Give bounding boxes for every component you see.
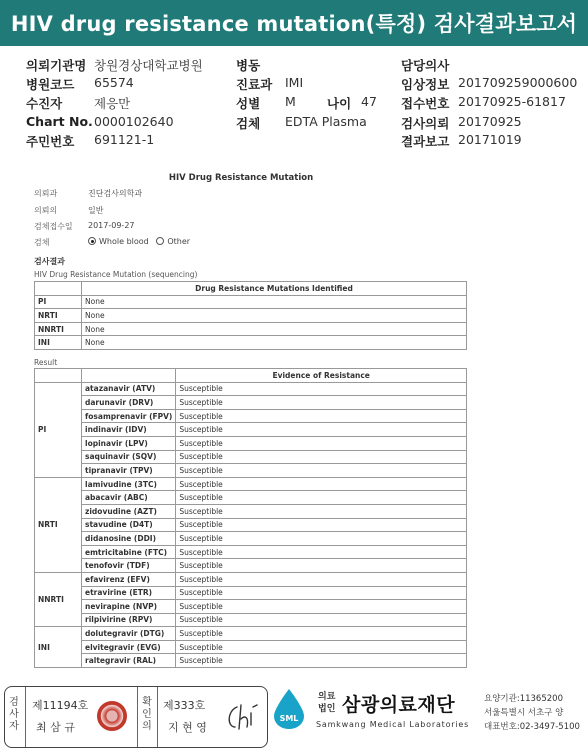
drug-name-cell: tipranavir (TPV) bbox=[82, 464, 176, 478]
divider bbox=[137, 687, 138, 747]
resistance-result-cell: Susceptible bbox=[176, 436, 467, 450]
value-chart-no: 0000102640 bbox=[94, 114, 174, 129]
drug-name-cell: emtricitabine (FTC) bbox=[82, 545, 176, 559]
result-caption: Result bbox=[34, 358, 58, 367]
label-test-request-date: 검사의뢰 bbox=[401, 116, 450, 131]
evidence-header: Evidence of Resistance bbox=[176, 369, 467, 383]
radio-other[interactable] bbox=[156, 237, 164, 245]
divider bbox=[25, 687, 26, 747]
resistance-result-cell: Susceptible bbox=[176, 464, 467, 478]
table-row bbox=[35, 282, 467, 296]
label-specimen: 검체 bbox=[236, 116, 261, 131]
mutation-value: None bbox=[82, 322, 467, 336]
drug-name-cell: tenofovir (TDF) bbox=[82, 559, 176, 573]
drug-name-cell: abacavir (ABC) bbox=[82, 491, 176, 505]
resistance-result-cell: Susceptible bbox=[176, 504, 467, 518]
confirmer-license-no: 제333호 bbox=[163, 699, 206, 712]
class-cell: PI bbox=[35, 295, 82, 309]
resistance-result-cell: Susceptible bbox=[176, 396, 467, 410]
resistance-result-cell: Susceptible bbox=[176, 613, 467, 627]
table-row bbox=[35, 450, 467, 464]
table-row bbox=[35, 532, 467, 546]
evidence-table bbox=[34, 368, 467, 668]
table-row bbox=[35, 464, 467, 478]
meta-specimen-received-date bbox=[34, 221, 135, 232]
table-row bbox=[35, 518, 467, 532]
drug-name-cell: fosamprenavir (FPV) bbox=[82, 409, 176, 423]
table-row bbox=[35, 627, 467, 641]
resistance-result-cell: Susceptible bbox=[176, 586, 467, 600]
resistance-result-cell: Susceptible bbox=[176, 654, 467, 668]
radio-whole-blood[interactable] bbox=[88, 237, 96, 245]
table-row bbox=[35, 369, 467, 383]
table-row bbox=[35, 586, 467, 600]
resistance-result-cell: Susceptible bbox=[176, 572, 467, 586]
mutation-table bbox=[34, 281, 467, 350]
drug-name-cell: efavirenz (EFV) bbox=[82, 572, 176, 586]
table-row bbox=[35, 423, 467, 437]
divider bbox=[157, 687, 158, 747]
org-english-name: Samkwang Medical Laboratories bbox=[316, 720, 470, 729]
meta-label: 의뢰의 bbox=[34, 206, 58, 215]
drug-name-cell: darunavir (DRV) bbox=[82, 396, 176, 410]
class-cell: NNRTI bbox=[35, 322, 82, 336]
drug-name-cell: rilpivirine (RPV) bbox=[82, 613, 176, 627]
table-cell bbox=[82, 369, 176, 383]
resistance-result-cell: Susceptible bbox=[176, 450, 467, 464]
meta-label: 의뢰과 bbox=[34, 189, 58, 198]
drug-name-cell: raltegravir (RAL) bbox=[82, 654, 176, 668]
org-name: 삼광의료재단 bbox=[342, 694, 456, 716]
signature-box bbox=[4, 686, 268, 748]
drug-name-cell: elvitegravir (EVG) bbox=[82, 640, 176, 654]
meta-label: 검체 bbox=[34, 238, 50, 247]
drug-name-cell: dolutegravir (DTG) bbox=[82, 627, 176, 641]
meta-specimen-type bbox=[34, 237, 191, 248]
drug-name-cell: stavudine (D4T) bbox=[82, 518, 176, 532]
meta-value: 2017-09-27 bbox=[88, 221, 135, 230]
drug-name-cell: indinavir (IDV) bbox=[82, 423, 176, 437]
drug-name-cell: saquinavir (SQV) bbox=[82, 450, 176, 464]
table-row bbox=[35, 640, 467, 654]
sequencing-caption: HIV Drug Resistance Mutation (sequencing) bbox=[34, 270, 198, 279]
logo-text: SML bbox=[279, 714, 299, 723]
mutation-value: None bbox=[82, 336, 467, 350]
label-ward: 병동 bbox=[236, 58, 261, 73]
drug-class-cell: NNRTI bbox=[35, 572, 82, 626]
results-section-label: 검사결과 bbox=[34, 257, 65, 266]
report-panel bbox=[26, 168, 566, 673]
drug-name-cell: lopinavir (LPV) bbox=[82, 436, 176, 450]
value-age: 47 bbox=[361, 94, 377, 109]
resistance-result-cell: Susceptible bbox=[176, 382, 467, 396]
drug-class-cell: INI bbox=[35, 627, 82, 668]
table-row bbox=[35, 600, 467, 614]
table-row bbox=[35, 336, 467, 350]
value-sex: M bbox=[285, 94, 296, 109]
table-row bbox=[35, 409, 467, 423]
value-resident-no: 691121-1 bbox=[94, 132, 155, 147]
inspector-license-no: 제11194호 bbox=[32, 699, 89, 712]
class-cell: NRTI bbox=[35, 309, 82, 323]
resistance-result-cell: Susceptible bbox=[176, 423, 467, 437]
radio-label: Other bbox=[167, 237, 191, 246]
label-result-report-date: 결과보고 bbox=[401, 134, 450, 149]
drug-name-cell: lamivudine (3TC) bbox=[82, 477, 176, 491]
organization-block bbox=[272, 686, 588, 748]
resistance-result-cell: Susceptible bbox=[176, 559, 467, 573]
label-chart-no: Chart No. bbox=[26, 114, 93, 129]
label-age: 나이 bbox=[327, 96, 352, 111]
org-prefix-bottom: 법인 bbox=[318, 704, 336, 714]
org-address-line: 요양기관:11365200 bbox=[484, 694, 563, 704]
org-address-line: 서울특별시 서초구 양 bbox=[484, 708, 564, 718]
inspector-name: 최 삼 규 bbox=[36, 721, 75, 734]
table-row bbox=[35, 654, 467, 668]
drug-class-cell: NRTI bbox=[35, 477, 82, 572]
specimen-options bbox=[88, 237, 190, 246]
meta-label: 검체접수일 bbox=[34, 222, 73, 231]
value-test-request-date: 20170925 bbox=[458, 114, 522, 129]
table-cell bbox=[35, 369, 82, 383]
table-row bbox=[35, 322, 467, 336]
meta-requesting-dept bbox=[34, 188, 143, 199]
confirmer-vlabel: 확인의 bbox=[142, 697, 152, 732]
resistance-result-cell: Susceptible bbox=[176, 640, 467, 654]
report-footer bbox=[0, 686, 588, 753]
label-requesting-institution: 의뢰기관명 bbox=[26, 58, 87, 73]
org-prefix-top: 의료 bbox=[318, 692, 336, 702]
drug-name-cell: nevirapine (NVP) bbox=[82, 600, 176, 614]
table-row bbox=[35, 504, 467, 518]
inspector-seal-icon bbox=[97, 701, 127, 731]
table-row bbox=[35, 382, 467, 396]
resistance-result-cell: Susceptible bbox=[176, 627, 467, 641]
table-row bbox=[35, 545, 467, 559]
report-title: HIV drug resistance mutation(특정) 검사결과보고서 bbox=[0, 0, 588, 46]
class-cell: INI bbox=[35, 336, 82, 350]
inner-report-title: HIV Drug Resistance Mutation bbox=[168, 173, 314, 183]
table-row bbox=[35, 436, 467, 450]
label-department: 진료과 bbox=[236, 77, 273, 92]
table-row bbox=[35, 309, 467, 323]
table-row bbox=[35, 396, 467, 410]
resistance-result-cell: Susceptible bbox=[176, 532, 467, 546]
table-row bbox=[35, 559, 467, 573]
meta-value: 일반 bbox=[88, 206, 104, 215]
signature-icon bbox=[223, 699, 259, 735]
table-row bbox=[35, 572, 467, 586]
drug-name-cell: etravirine (ETR) bbox=[82, 586, 176, 600]
drug-name-cell: atazanavir (ATV) bbox=[82, 382, 176, 396]
value-examinee: 제응만 bbox=[94, 96, 131, 111]
table-cell bbox=[35, 282, 82, 296]
label-attending-doctor: 담당의사 bbox=[401, 58, 450, 73]
mutation-header: Drug Resistance Mutations Identified bbox=[82, 282, 467, 296]
org-address-line: 대표번호:02-3497-5100 bbox=[484, 722, 580, 732]
label-sex: 성별 bbox=[236, 96, 261, 111]
drug-class-cell: PI bbox=[35, 382, 82, 477]
value-hospital-code: 65574 bbox=[94, 75, 134, 90]
mutation-value: None bbox=[82, 309, 467, 323]
value-requesting-institution: 창원경상대학교병원 bbox=[94, 58, 203, 73]
resistance-result-cell: Susceptible bbox=[176, 600, 467, 614]
inspector-vlabel: 검사자 bbox=[9, 697, 19, 732]
patient-info bbox=[0, 0, 588, 160]
label-resident-no: 주민번호 bbox=[26, 134, 75, 149]
label-receipt-no: 접수번호 bbox=[401, 96, 450, 111]
confirmer-name: 지 현 영 bbox=[168, 721, 207, 734]
value-specimen: EDTA Plasma bbox=[285, 114, 367, 129]
resistance-result-cell: Susceptible bbox=[176, 477, 467, 491]
value-department: IMI bbox=[285, 75, 304, 90]
meta-requesting-doctor bbox=[34, 205, 104, 216]
table-row bbox=[35, 491, 467, 505]
meta-value: 진단검사의학과 bbox=[88, 189, 143, 198]
label-hospital-code: 병원코드 bbox=[26, 77, 75, 92]
value-clinical-info: 201709259000600 bbox=[458, 75, 578, 90]
drug-name-cell: zidovudine (AZT) bbox=[82, 504, 176, 518]
table-row bbox=[35, 613, 467, 627]
resistance-result-cell: Susceptible bbox=[176, 545, 467, 559]
label-examinee: 수진자 bbox=[26, 96, 63, 111]
resistance-result-cell: Susceptible bbox=[176, 518, 467, 532]
value-receipt-no: 20170925-61817 bbox=[458, 94, 566, 109]
radio-label: Whole blood bbox=[99, 237, 149, 246]
drug-name-cell: didanosine (DDI) bbox=[82, 532, 176, 546]
table-row bbox=[35, 295, 467, 309]
mutation-value: None bbox=[82, 295, 467, 309]
sml-logo-icon bbox=[272, 688, 306, 730]
label-clinical-info: 임상정보 bbox=[401, 77, 450, 92]
resistance-result-cell: Susceptible bbox=[176, 491, 467, 505]
resistance-result-cell: Susceptible bbox=[176, 409, 467, 423]
value-result-report-date: 20171019 bbox=[458, 132, 522, 147]
table-row bbox=[35, 477, 467, 491]
